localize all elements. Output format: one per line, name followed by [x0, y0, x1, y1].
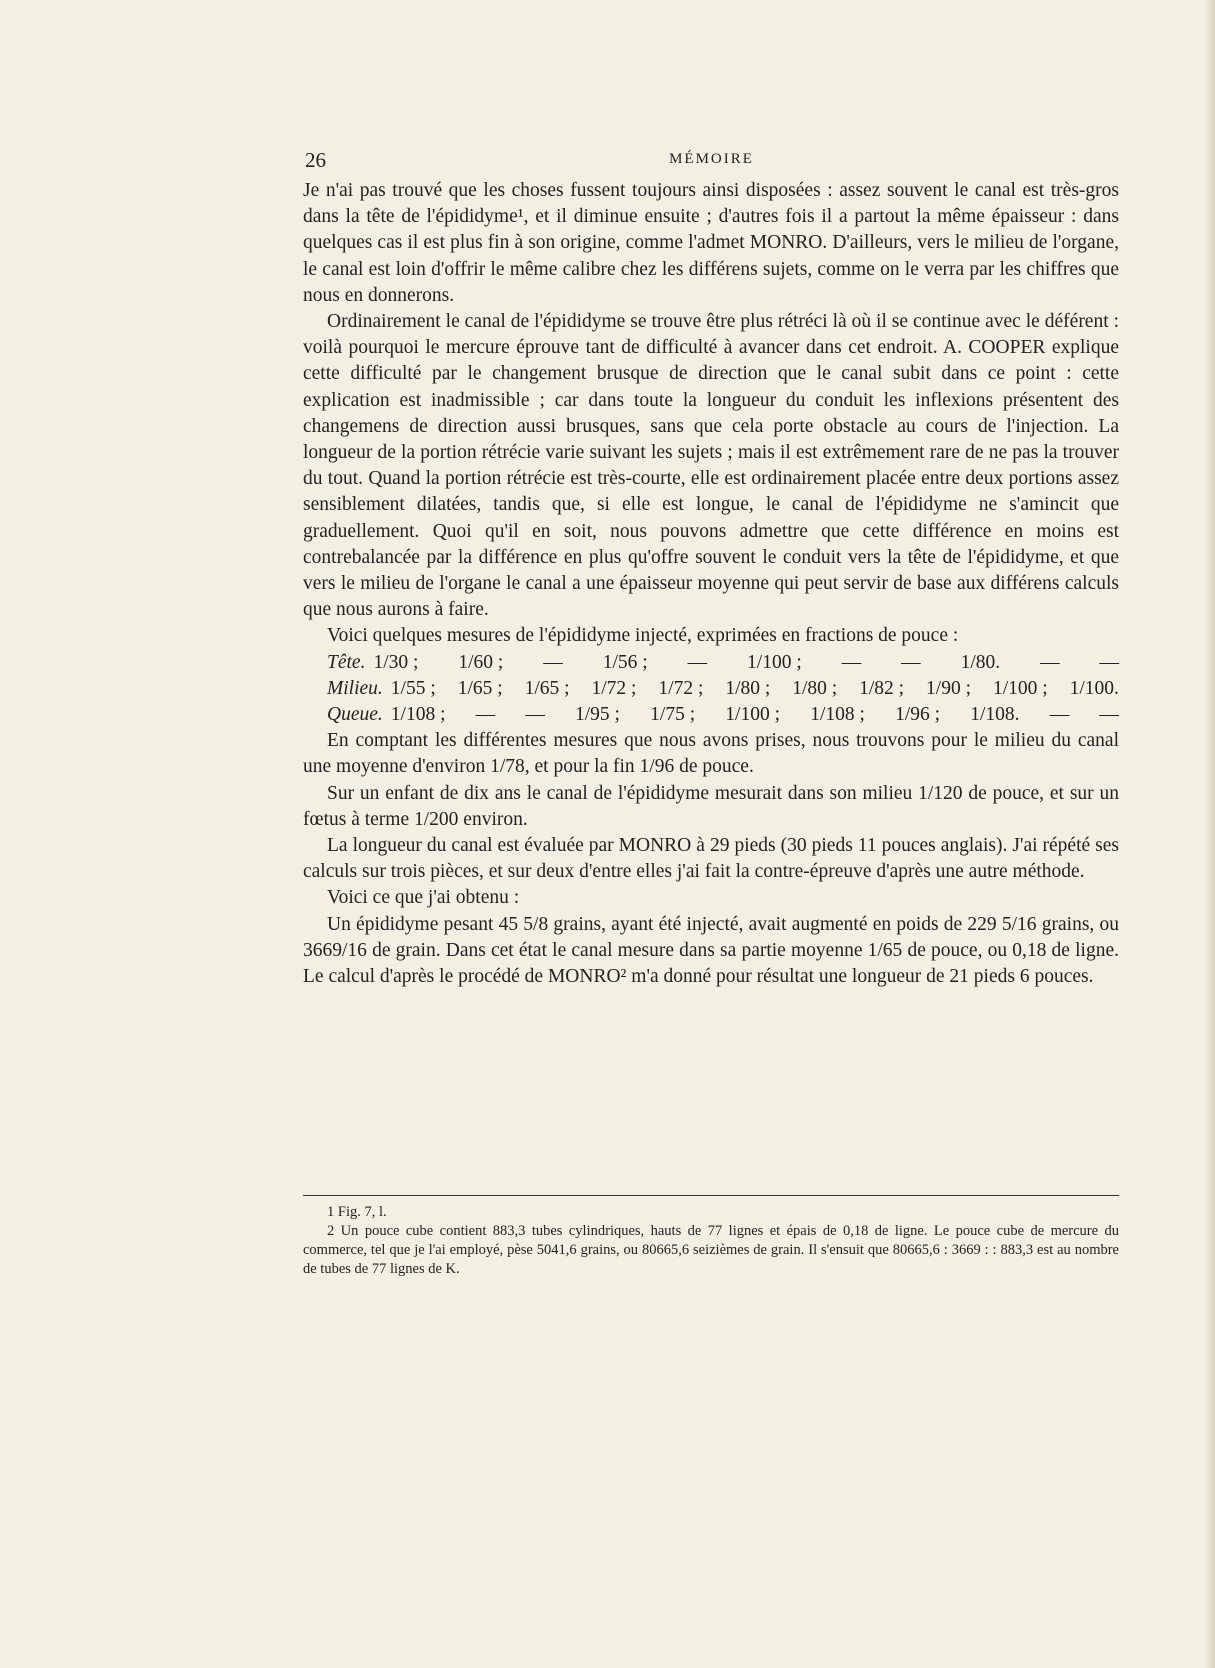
paragraph: Voici ce que j'ai obtenu :	[327, 887, 520, 909]
measure-value: 1/60 ;	[458, 651, 504, 673]
measure-value: 1/65 ;	[524, 677, 570, 699]
footnote: 2 Un pouce cube contient 883,3 tubes cylindriques, hauts de 77 lignes et épais de 0,18 de ligne. Le pouce cube de mercure du commerce, tel que je l'ai employé, pèse 5041,6 grains, ou 80665,6 seizièmes de grain. Il s'ensuit que 80665,6 : 3669 : : 883,3 est au nombre de tubes de 77 lignes de K.	[303, 1223, 1119, 1277]
measure-value: 1/100 ;	[992, 677, 1048, 699]
measure-value: 1/65 ;	[457, 677, 503, 699]
paragraph: Je n'ai pas trouvé que les choses fussent toujours ainsi disposées : assez souvent le canal est très-gros dans la tête de l'épididyme¹, et il diminue ensuite ; d'autres fois il a partout la même épaisseur : dans quelques cas il est plus fin à son origine, comme l'admet MONRO. D'ailleurs, vers le milieu de l'organe, le canal est loin d'offrir le même calibre chez les différens sujets, comme on le verra par les chiffres que nous en donnerons.	[303, 180, 1119, 306]
measure-value: 1/96 ;	[895, 704, 941, 726]
footnote: 1 Fig. 7, l.	[327, 1204, 387, 1220]
measure-label: Queue.	[327, 704, 383, 726]
paragraph: Ordinairement le canal de l'épididyme se trouve être plus rétréci là où il se continue avec le déférent : voilà pourquoi le mercure éprouve tant de difficulté à avancer dans cet endroit. A. COOPER explique cette difficulté par le changement brusque de direction que le canal subit dans ce point : cette explication est inadmissible ; car dans toute la longueur du conduit les inflexions présentent des changemens de direction aussi brusques, sans que cela porte obstacle au cours de l'injection. La longueur de la portion rétrécie varie suivant les sujets ; mais il est extrêmement rare de ne pas la trouver du tout. Quand la portion rétrécie est très-courte, elle est ordinairement placée entre deux portions assez sensiblement dilatées, tandis que, si elle est longue, le canal de l'épididyme ne s'amincit que graduellement. Quoi qu'il en soit, nous pouvons admettre que cette différence en moins est contrebalancée par la différence en plus qu'offre souvent le conduit vers la tête de l'épididyme, et que vers le milieu de l'organe le canal a une épaisseur moyenne qui peut servir de base aux différens calculs que nous aurons à faire.	[303, 311, 1119, 621]
measure-value: —	[901, 651, 921, 673]
page-edge-shadow	[1205, 0, 1215, 1668]
measure-value: 1/100 ;	[747, 651, 802, 673]
measure-value: —	[543, 651, 563, 673]
measure-value: 1/56 ;	[602, 651, 648, 673]
measure-value: —	[1099, 651, 1119, 673]
body-text	[303, 178, 1119, 990]
measure-value: 1/80 ;	[792, 677, 838, 699]
paragraph: Voici quelques mesures de l'épididyme injecté, exprimées en fractions de pouce :	[327, 625, 959, 647]
measure-value: —	[525, 704, 545, 726]
footnotes	[303, 1203, 1119, 1279]
measure-value: —	[1049, 704, 1070, 726]
measure-row-tete	[303, 650, 1119, 676]
measure-values	[391, 702, 1119, 728]
measure-label: Tête.	[327, 651, 366, 673]
measure-value: —	[475, 704, 496, 726]
paragraph: La longueur du canal est évaluée par MONRO à 29 pieds (30 pieds 11 pouces anglais). J'ai répété ses calculs sur trois pièces, et sur deux d'entre elles j'ai fait la contre-épreuve d'après une autre méthode.	[303, 835, 1119, 883]
measure-value: —	[687, 651, 708, 673]
measure-value: 1/75 ;	[650, 704, 696, 726]
measure-label: Milieu.	[327, 677, 383, 699]
measure-value: 1/80 ;	[725, 677, 771, 699]
measure-value: 1/100 ;	[725, 704, 781, 726]
page-header	[305, 148, 1118, 172]
measure-row-queue	[303, 702, 1119, 728]
measure-value: 1/108 ;	[810, 704, 865, 726]
measure-value: 1/90 ;	[926, 677, 971, 699]
measure-value: 1/72 ;	[658, 677, 704, 699]
measure-value: —	[1040, 651, 1060, 673]
measure-value: 1/108 ;	[390, 704, 446, 726]
page-number: 26	[305, 148, 326, 172]
measure-value: 1/108.	[970, 704, 1020, 726]
paragraph: En comptant les différentes mesures que nous avons prises, nous trouvons pour le milieu du canal une moyenne d'environ 1/78, et pour la fin 1/96 de pouce.	[303, 730, 1119, 778]
measure-value: 1/72 ;	[591, 677, 637, 699]
measure-value: —	[841, 651, 862, 673]
measure-value: 1/30 ;	[373, 651, 419, 673]
measure-value: 1/100.	[1069, 677, 1119, 699]
measure-values	[373, 650, 1119, 676]
running-head: MÉMOIRE	[669, 151, 754, 167]
paragraph: Un épididyme pesant 45 5/8 grains, ayant été injecté, avait augmenté en poids de 229 5/16 grains, ou 3669/16 de grain. Dans cet état le canal mesure dans sa partie moyenne 1/65 de pouce, ou 0,18 de ligne. Le calcul d'après le procédé de MONRO² m'a donné pour résultat une longueur de 21 pieds 6 pouces.	[303, 913, 1119, 988]
measure-value: 1/55 ;	[390, 677, 436, 699]
measure-row-milieu	[303, 676, 1119, 702]
measure-values	[391, 676, 1119, 702]
measure-value: —	[1099, 704, 1119, 726]
measure-value: 1/95 ;	[575, 704, 620, 726]
footnote-rule	[303, 1195, 1119, 1196]
measure-value: 1/80.	[960, 651, 1001, 673]
paragraph: Sur un enfant de dix ans le canal de l'épididyme mesurait dans son milieu 1/120 de pouce, et sur un fœtus à terme 1/200 environ.	[303, 782, 1119, 830]
measure-value: 1/82 ;	[859, 677, 905, 699]
